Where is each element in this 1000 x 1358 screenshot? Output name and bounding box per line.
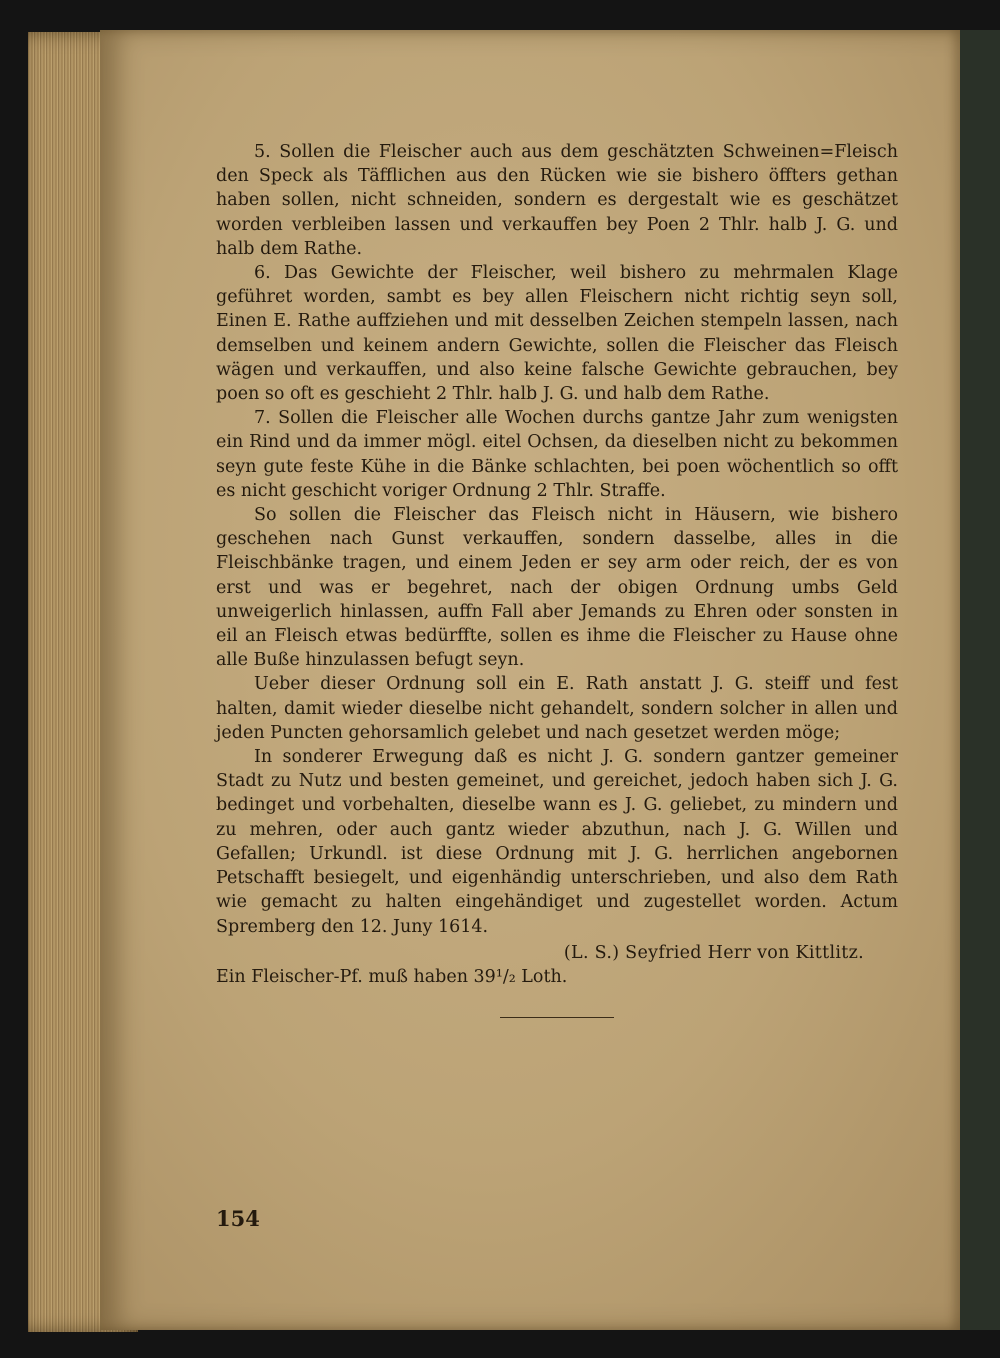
document-body [216, 140, 898, 989]
paragraph-reservation: In sonderer Erwegung daß es nicht J. G. sondern gantzer gemeiner Stadt zu Nutz und besten gemeinet, und gereichet, jedoch haben sich J. G. bedinget und vorbehalten, dieselbe wann es J. G. geliebet, zu mindern und zu mehren, oder auch gantz wieder abzuthun, nach J. G. Willen und Gefallen; Urkundl. ist diese Ordnung mit J. G. herrlichen angebornen Petschafft besiegelt, und eigenhändig unterschrieben, und also dem Rath wie gemacht zu halten eingehändiget und zugestellet worden. Actum Spremberg den 12. Juny 1614. [216, 747, 898, 937]
paragraph-sales: So sollen die Fleischer das Fleisch nicht in Häusern, wie bishero geschehen nach Gunst verkauffen, sondern dasselbe, alles in die Fleischbänke tragen, und einem Jeden er sey arm oder reich, der es von erst und was er begehret, nach der obigen Ordnung umbs Geld unweigerlich hinlassen, auffn Fall aber Jemands zu Ehren oder sonsten in eil an Fleisch etwas bedürffte, sollen es ihme die Fleischer zu Hause ohne alle Buße hinzulassen befugt seyn. [216, 505, 898, 671]
paragraph-5: 5. Sollen die Fleischer auch aus dem geschätzten Schweinen=Fleisch den Speck als Täfflichen aus den Rücken wie sie bishero öffters gethan haben sollen, nicht schneiden, sondern es dergestalt wie es geschätzet worden verbleiben lassen und verkauffen bey Poen 2 Thlr. halb J. G. und halb dem Rathe. [216, 142, 898, 259]
book-cover-edge [960, 30, 1000, 1330]
paragraph-7: 7. Sollen die Fleischer alle Wochen durchs gantze Jahr zum wenigsten ein Rind und da immer mögl. eitel Ochsen, da dieselben nicht zu bekommen seyn gute feste Kühe in die Bänke schlachten, bei poen wöchentlich so offt es nicht geschicht voriger Ordnung 2 Thlr. Straffe. [216, 408, 898, 501]
section-divider [500, 1017, 614, 1018]
paragraph-enforcement: Ueber dieser Ordnung soll ein E. Rath anstatt J. G. steiff und fest halten, damit wieder dieselbe nicht gehandelt, sondern solcher in allen und jeden Puncten gehorsamlich gelebet und nach gesetzet werden möge; [216, 674, 898, 743]
footnote: Ein Fleischer-Pf. muß haben 39¹/₂ Loth. [216, 966, 568, 987]
page-number: 154 [216, 1206, 260, 1231]
signature: (L. S.) Seyfried Herr von Kittlitz. [563, 942, 864, 963]
paragraph-6: 6. Das Gewichte der Fleischer, weil bishero zu mehrmalen Klage geführet worden, sambt es bey allen Fleischern nicht richtig seyn soll, Einen E. Rathe auffziehen und mit desselben Zeichen stempeln lassen, nach demselben und keinem andern Gewichte, sollen die Fleischer das Fleisch wägen und verkauffen, und also keine falsche Gewichte gebrauchen, bey poen so oft es geschieht 2 Thlr. halb J. G. und halb dem Rathe. [216, 263, 898, 405]
